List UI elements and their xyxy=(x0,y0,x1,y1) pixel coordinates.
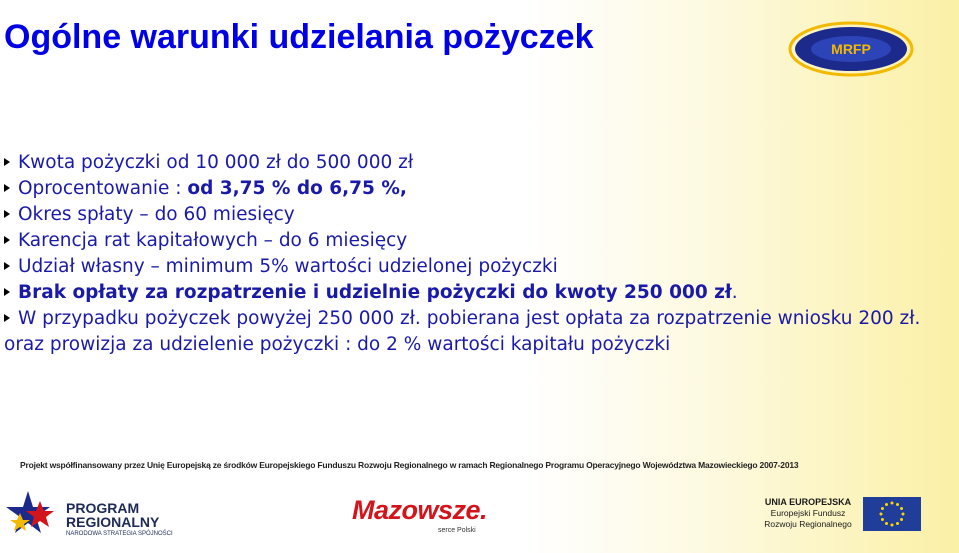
program-regionalny-logo xyxy=(6,487,196,543)
bullet-arrow-icon xyxy=(4,236,10,244)
bullet-arrow-icon xyxy=(4,158,10,166)
eu-star xyxy=(900,518,903,521)
eu-star xyxy=(900,507,903,510)
bullet-item: Kwota pożyczki od 10 000 zł do 500 000 zł xyxy=(4,150,939,176)
eu-star xyxy=(902,513,905,516)
bullet-item: Oprocentowanie : od 3,75 % do 6,75 %, xyxy=(4,176,939,202)
bullet-item: Karencja rat kapitałowych – do 6 miesięcy xyxy=(4,228,939,254)
slide-title: Ogólne warunki udzielania pożyczek xyxy=(4,18,594,56)
eu-flag-icon xyxy=(863,497,921,531)
eu-logo-line2: Europejski Fundusz xyxy=(770,508,846,518)
funding-note: Projekt współfinansowany przez Unię Europejską ze środków Europejskiego Funduszu Rozwoju Regionalnego w ramach Regionalnego Programu Operacyjnego Województwa Mazowieckiego 2007-2013 xyxy=(20,460,799,470)
mrfp-logo xyxy=(787,20,915,78)
eu-logo-line1: UNIA EUROPEJSKA xyxy=(764,497,852,507)
bullet-arrow-icon xyxy=(4,210,10,218)
mazowsze-logo xyxy=(352,495,492,545)
eu-star xyxy=(885,522,888,525)
mazowsze-logo-text: Mazowsze. xyxy=(352,495,488,525)
eu-logo xyxy=(757,495,927,535)
eu-star xyxy=(891,524,894,527)
program-logo-line1: PROGRAM xyxy=(66,500,140,516)
mrfp-logo-text: MRFP xyxy=(831,41,871,57)
bullet-item: Udział własny – minimum 5% wartości udzielonej pożyczki xyxy=(4,254,939,280)
bullet-arrow-icon xyxy=(4,314,10,322)
eu-star xyxy=(885,503,888,506)
bullet-item: Brak opłaty za rozpatrzenie i udzielnie pożyczki do kwoty 250 000 zł. xyxy=(4,280,939,306)
bullet-item: Okres spłaty – do 60 miesięcy xyxy=(4,202,939,228)
eu-star xyxy=(881,518,884,521)
eu-star xyxy=(891,502,894,505)
eu-logo-line3: Rozwoju Regionalnego xyxy=(764,519,852,529)
program-logo-line2: REGIONALNY xyxy=(66,514,160,530)
star-emblem-icon xyxy=(6,487,62,543)
mazowsze-logo-sub: serce Polski xyxy=(438,527,476,534)
eu-star xyxy=(896,522,899,525)
bullet-item: W przypadku pożyczek powyżej 250 000 zł. pobierana jest opłata za rozpatrzenie wniosku 200 zł. oraz prowizja za udzielenie pożyczki : do 2 % wartości kapitału pożyczki xyxy=(4,308,921,355)
bullet-arrow-icon xyxy=(4,184,10,192)
eu-star xyxy=(896,503,899,506)
bullet-arrow-icon xyxy=(4,288,10,296)
conditions-list xyxy=(4,150,939,358)
eu-star xyxy=(881,507,884,510)
program-logo-sub: NARODOWA STRATEGIA SPÓJNOŚCI xyxy=(66,531,173,537)
eu-star xyxy=(880,513,883,516)
bullet-arrow-icon xyxy=(4,262,10,270)
